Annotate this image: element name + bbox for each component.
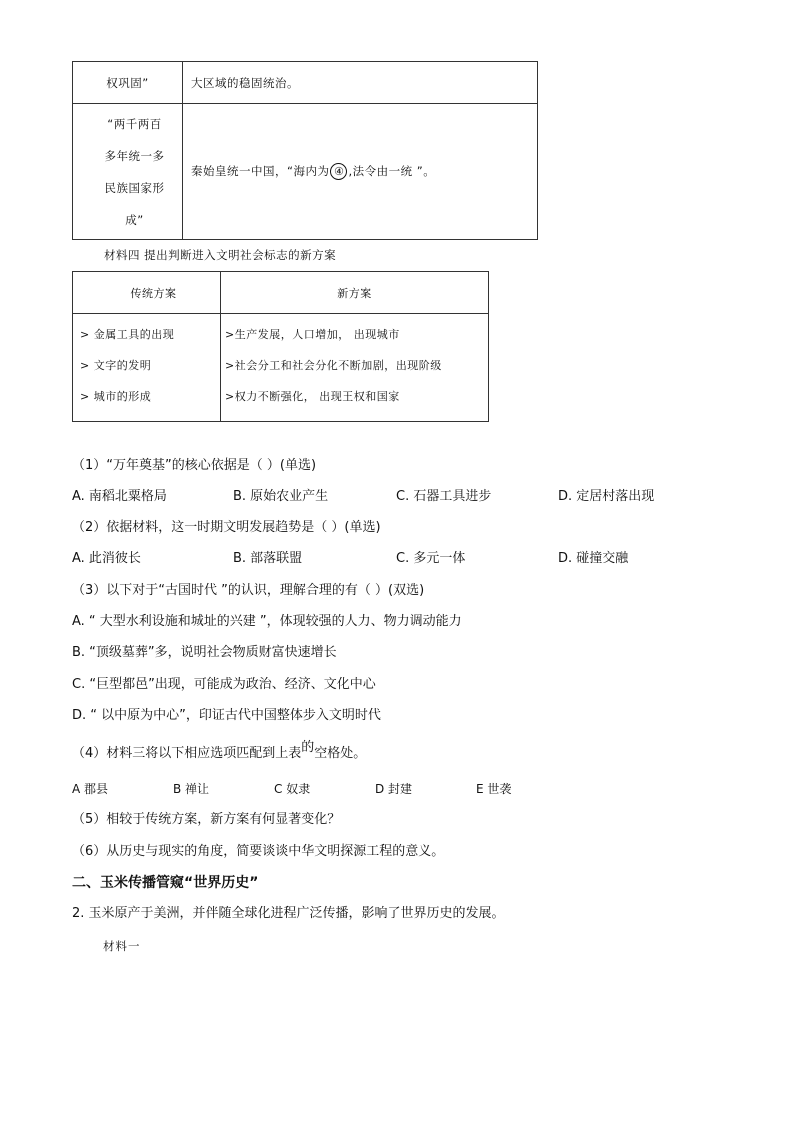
table-row bbox=[73, 314, 489, 422]
q4-option-c: C 奴隶 bbox=[274, 782, 311, 796]
q2-option-d: D. 碰撞交融 bbox=[558, 551, 629, 566]
q1-option-a: A. 南稻北粟格局 bbox=[72, 489, 167, 504]
q1-option-b: B. 原始农业产生 bbox=[233, 489, 329, 504]
scheme-comparison-table bbox=[72, 271, 489, 422]
question-4-stem-end: 空格处。 bbox=[314, 746, 367, 761]
q3-option-b: B. “顶级墓葬”多，说明社会物质财富快速增长 bbox=[72, 645, 337, 660]
question-4 bbox=[72, 740, 367, 763]
material-one-title: 材料一 bbox=[103, 939, 141, 953]
table-header-row bbox=[73, 272, 489, 314]
table-cell-stage bbox=[73, 104, 183, 240]
q2-option-c: C. 多元一体 bbox=[396, 551, 466, 566]
question-6: （6）从历史与现实的角度，简要谈谈中华文明探源工程的意义。 bbox=[72, 844, 445, 859]
q2-option-b: B. 部落联盟 bbox=[233, 551, 303, 566]
q3-option-d: D. “ 以中原为中心”，印证古代中国整体步入文明时代 bbox=[72, 708, 381, 723]
list-item: >权力不断强化， 出现王权和国家 bbox=[225, 390, 400, 403]
stage-line: 成” bbox=[125, 212, 144, 227]
question-5: （5）相较于传统方案，新方案有何显著变化？ bbox=[72, 812, 341, 827]
question-1: （1）“万年奠基”的核心依据是（ ）(单选) bbox=[72, 458, 317, 473]
question-3: （3）以下对于“古国时代 ”的认识，理解合理的有（ ）(双选) bbox=[72, 583, 425, 598]
q2-option-a: A. 此消彼长 bbox=[72, 551, 141, 566]
stage-line: 民族国家形 bbox=[104, 180, 165, 195]
question-4-stem: （4）材料三将以下相应选项匹配到上表 bbox=[72, 746, 302, 761]
q1-option-c: C. 石器工具进步 bbox=[396, 489, 492, 504]
stage-line: “两千两百 bbox=[107, 116, 162, 131]
list-item: >社会分工和社会分化不断加剧，出现阶级 bbox=[225, 359, 442, 372]
question-2: （2）依据材料，这一时期文明发展趋势是（ ）(单选) bbox=[72, 520, 381, 535]
new-scheme-cell bbox=[221, 314, 489, 422]
q4-option-b: B 禅让 bbox=[173, 782, 210, 796]
list-item: > 金属工具的出现 bbox=[80, 328, 175, 341]
blank-marker-4: ④ bbox=[330, 163, 347, 180]
list-item: > 城市的形成 bbox=[80, 390, 152, 403]
table-row bbox=[73, 104, 538, 240]
q3-option-a: A. “ 大型水利设施和城址的兴建 ”，体现较强的人力、物力调动能力 bbox=[72, 614, 462, 629]
q4-option-e: E 世袭 bbox=[476, 782, 512, 796]
header-traditional: 传统方案 bbox=[73, 272, 221, 314]
list-item: > 文字的发明 bbox=[80, 359, 152, 372]
q1-option-d: D. 定居村落出现 bbox=[558, 489, 655, 504]
description-suffix: ,法令由一统 ”。 bbox=[348, 164, 436, 178]
question-4-superscript: 的 bbox=[301, 740, 315, 755]
material-four-title: 材料四 提出判断进入文明社会标志的新方案 bbox=[104, 248, 337, 262]
description-prefix: 秦始皇统一中国，“海内为 bbox=[191, 164, 330, 178]
table-cell-stage: 权巩固” bbox=[73, 62, 183, 104]
table-row bbox=[73, 62, 538, 104]
list-item: >生产发展，人口增加， 出现城市 bbox=[225, 328, 400, 341]
traditional-scheme-cell bbox=[73, 314, 221, 422]
question-2-intro: 2. 玉米原产于美洲，并伴随全球化进程广泛传播，影响了世界历史的发展。 bbox=[72, 906, 505, 921]
q4-option-a: A 郡县 bbox=[72, 782, 109, 796]
table-cell-description: 大区域的稳固统治。 bbox=[183, 62, 538, 104]
section-2-title: 二、玉米传播管窥“世界历史” bbox=[72, 875, 259, 891]
header-new: 新方案 bbox=[221, 272, 489, 314]
q4-option-d: D 封建 bbox=[375, 782, 413, 796]
table-cell-description bbox=[183, 104, 538, 240]
policy-table bbox=[72, 61, 538, 240]
stage-line: 多年统一多 bbox=[104, 148, 165, 163]
q3-option-c: C. “巨型都邑”出现，可能成为政治、经济、文化中心 bbox=[72, 677, 376, 692]
